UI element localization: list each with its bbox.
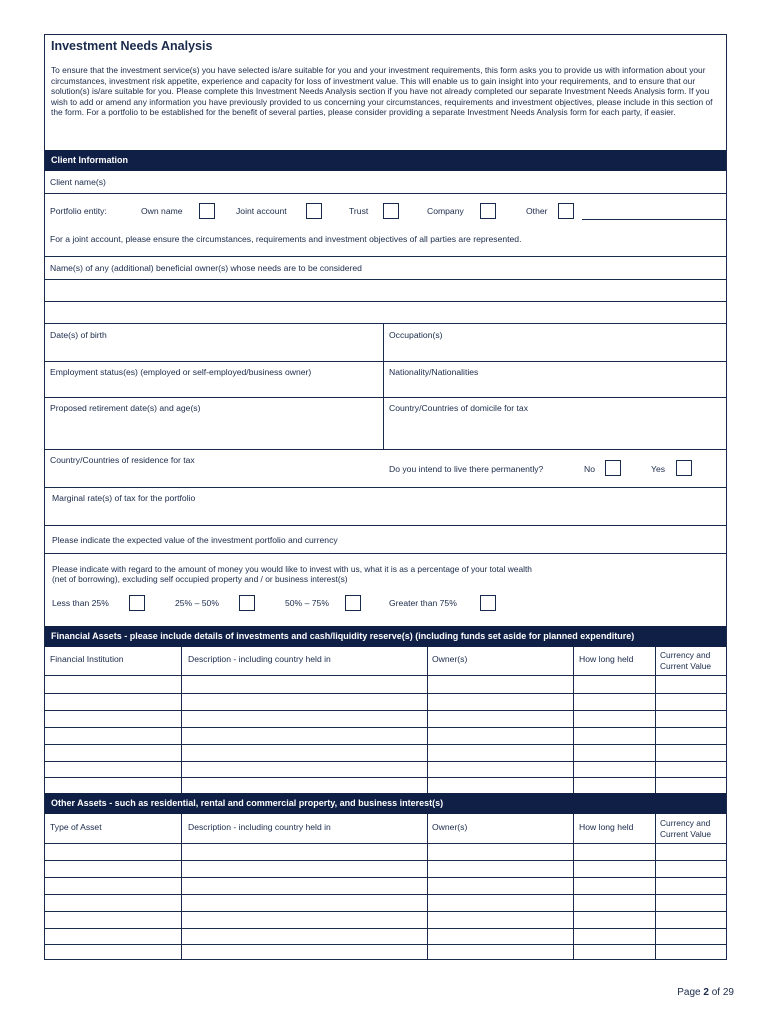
table-row-line xyxy=(45,944,726,945)
yes-checkbox[interactable] xyxy=(676,460,692,476)
divider xyxy=(45,323,726,324)
less-than-25-checkbox[interactable] xyxy=(129,595,145,611)
company-label: Company xyxy=(427,206,464,216)
col-currency-line1: Currency and xyxy=(660,818,711,828)
table-row-line xyxy=(45,928,726,929)
column-divider xyxy=(427,814,428,960)
wealth-question-line2: (net of borrowing), excluding self occupied property and / or business interest(s) xyxy=(52,574,348,584)
column-divider xyxy=(655,647,656,793)
page-prefix: Page xyxy=(677,987,701,998)
other-checkbox[interactable] xyxy=(558,203,574,219)
table-row-line xyxy=(45,744,726,745)
no-label: No xyxy=(584,464,595,474)
table-row-line xyxy=(45,843,726,844)
joint-account-label: Joint account xyxy=(236,206,287,216)
intro-paragraph: To ensure that the investment service(s) you have selected is/are suitable for you and your investment requirements, this form asks you to provide us with information about your circumstances, investment risk appetite, experience and capacity for loss of investment value. This will enable us to gain insight into your requirements, and to ensure that our solution(s) is/are suitable for you. Please complete this Investment Needs Analysis section if you have not already completed our separate Investment Needs Analysis form. If you wish to add or amend any information you have previously provided to us concerning your circumstances, requirements and investment objectives, please include in this section of the form. For a portfolio to be established for the benefit of several parties, please consider providing a separate Investment Needs Analysis form for each party, if easier. xyxy=(51,65,713,118)
form-title: Investment Needs Analysis xyxy=(51,39,213,53)
col-how-long-held: How long held xyxy=(579,654,634,664)
marginal-rate-label: Marginal rate(s) of tax for the portfolio xyxy=(52,493,196,503)
employment-label: Employment status(es) (employed or self-employed/business owner) xyxy=(50,367,312,377)
joint-account-note: For a joint account, please ensure the circumstances, requirements and investment objectives of all parties are represented. xyxy=(50,234,522,244)
wealth-question-line1: Please indicate with regard to the amount of money you would like to invest with us, what it is as a percentage of your total wealth xyxy=(52,564,532,574)
pct-50-75-label: 50% – 75% xyxy=(285,598,329,608)
yes-label: Yes xyxy=(651,464,666,474)
divider xyxy=(45,553,726,554)
table-row-line xyxy=(45,894,726,895)
divider xyxy=(45,193,726,194)
divider xyxy=(45,449,726,450)
column-divider xyxy=(573,647,574,793)
column-divider xyxy=(573,814,574,960)
col-owners: Owner(s) xyxy=(432,654,468,664)
column-divider xyxy=(181,647,182,793)
col-currency-line2: Current Value xyxy=(660,829,712,839)
divider xyxy=(45,361,726,362)
col-description: Description - including country held in xyxy=(188,654,331,664)
pct-25-50-checkbox[interactable] xyxy=(239,595,255,611)
table-row-line xyxy=(45,777,726,778)
page-footer xyxy=(677,987,734,998)
divider xyxy=(45,487,726,488)
trust-checkbox[interactable] xyxy=(383,203,399,219)
col-currency-line2: Current Value xyxy=(660,661,712,671)
domicile-label: Country/Countries of domicile for tax xyxy=(389,403,528,413)
residence-label: Country/Countries of residence for tax xyxy=(50,455,195,465)
joint-account-checkbox[interactable] xyxy=(306,203,322,219)
divider xyxy=(45,397,726,398)
trust-label: Trust xyxy=(349,206,369,216)
dob-label: Date(s) of birth xyxy=(50,330,107,340)
divider xyxy=(45,256,726,257)
company-checkbox[interactable] xyxy=(480,203,496,219)
table-row-line xyxy=(45,710,726,711)
client-information-header: Client Information xyxy=(45,150,726,171)
table-row-line xyxy=(45,675,726,676)
table-row-line xyxy=(45,693,726,694)
table-row-line xyxy=(45,761,726,762)
col-description: Description - including country held in xyxy=(188,822,331,832)
table-row-line xyxy=(45,877,726,878)
col-financial-institution: Financial Institution xyxy=(50,654,124,664)
greater-than-75-checkbox[interactable] xyxy=(480,595,496,611)
client-names-label: Client name(s) xyxy=(50,177,106,187)
table-row-line xyxy=(45,860,726,861)
less-than-25-label: Less than 25% xyxy=(52,598,109,608)
live-permanently-label: Do you intend to live there permanently? xyxy=(389,464,544,474)
col-owners: Owner(s) xyxy=(432,822,468,832)
nationality-label: Nationality/Nationalities xyxy=(389,367,479,377)
other-assets-header: Other Assets - such as residential, rental and commercial property, and business interest(s) xyxy=(45,793,726,814)
form-frame xyxy=(44,34,727,960)
pct-50-75-checkbox[interactable] xyxy=(345,595,361,611)
financial-assets-header: Financial Assets - please include details of investments and cash/liquidity reserve(s) (including funds set aside for planned expenditure) xyxy=(45,626,726,647)
column-divider xyxy=(655,814,656,960)
occupation-label: Occupation(s) xyxy=(389,330,443,340)
page-total: of 29 xyxy=(711,987,734,998)
page-number: 2 xyxy=(703,987,709,998)
column-divider xyxy=(427,647,428,793)
divider xyxy=(45,301,726,302)
col-type-of-asset: Type of Asset xyxy=(50,822,102,832)
own-name-checkbox[interactable] xyxy=(199,203,215,219)
expected-value-label: Please indicate the expected value of the investment portfolio and currency xyxy=(52,535,338,545)
pct-25-50-label: 25% – 50% xyxy=(175,598,219,608)
beneficial-owners-label: Name(s) of any (additional) beneficial owner(s) whose needs are to be considered xyxy=(50,263,362,273)
column-divider xyxy=(181,814,182,960)
own-name-label: Own name xyxy=(141,206,183,216)
other-label: Other xyxy=(526,206,548,216)
greater-than-75-label: Greater than 75% xyxy=(389,598,457,608)
column-divider xyxy=(383,323,384,449)
other-specify-field[interactable] xyxy=(582,219,726,220)
table-row-line xyxy=(45,911,726,912)
divider xyxy=(45,279,726,280)
portfolio-entity-label: Portfolio entity: xyxy=(50,206,107,216)
retirement-label: Proposed retirement date(s) and age(s) xyxy=(50,403,201,413)
col-how-long-held: How long held xyxy=(579,822,634,832)
col-currency-line1: Currency and xyxy=(660,650,711,660)
table-row-line xyxy=(45,727,726,728)
no-checkbox[interactable] xyxy=(605,460,621,476)
divider xyxy=(45,525,726,526)
